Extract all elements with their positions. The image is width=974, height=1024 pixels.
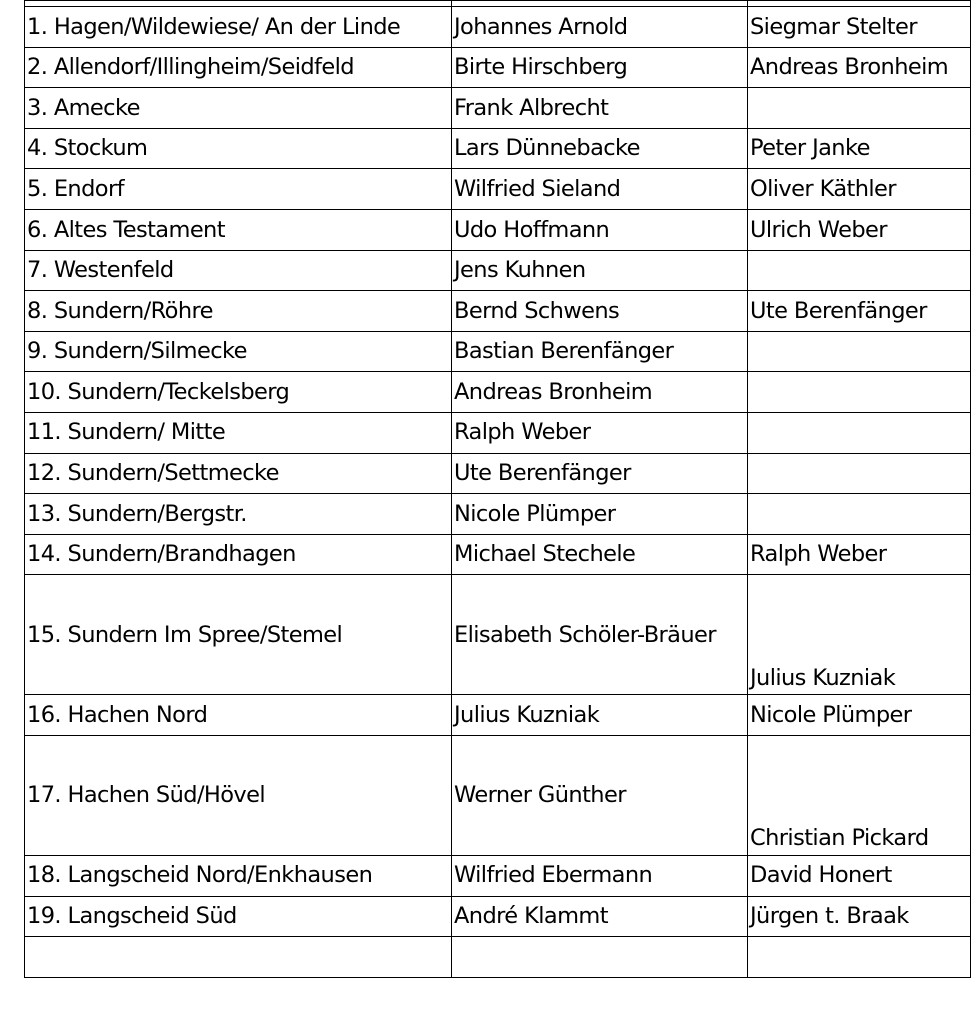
table-row [25, 7, 971, 48]
empty-cell [25, 937, 452, 978]
district-cell: 14. Sundern/Brandhagen [25, 534, 452, 575]
table-row [25, 896, 971, 937]
empty-cell [748, 937, 971, 978]
district-cell: 10. Sundern/Teckelsberg [25, 372, 452, 413]
district-cell: 2. Allendorf/Illingheim/Seidfeld [25, 47, 452, 88]
contact-cell: Frank Albrecht [452, 88, 748, 129]
contact-cell: Bernd Schwens [452, 291, 748, 332]
district-cell: 12. Sundern/Settmecke [25, 453, 452, 494]
contact-cell: Johannes Arnold [452, 7, 748, 48]
district-cell: 19. Langscheid Süd [25, 896, 452, 937]
district-cell: 6. Altes Testament [25, 209, 452, 250]
district-cell: 11. Sundern/ Mitte [25, 412, 452, 453]
district-cell: 17. Hachen Süd/Hövel [25, 735, 452, 855]
contact-cell: Michael Stechele [452, 534, 748, 575]
table-row [25, 250, 971, 291]
district-cell: 4. Stockum [25, 128, 452, 169]
district-cell: 13. Sundern/Bergstr. [25, 494, 452, 535]
contact-cell: Jens Kuhnen [452, 250, 748, 291]
contact-cell: Ralph Weber [452, 412, 748, 453]
deputy-cell [748, 331, 971, 372]
table-row [25, 169, 971, 210]
deputy-cell [748, 88, 971, 129]
table-row [25, 88, 971, 129]
table-row [25, 735, 971, 855]
table-row [25, 412, 971, 453]
contact-cell: Andreas Bronheim [452, 372, 748, 413]
table-row [25, 453, 971, 494]
deputy-cell: Siegmar Stelter [748, 7, 971, 48]
district-cell: 9. Sundern/Silmecke [25, 331, 452, 372]
deputy-cell: Christian Pickard [748, 735, 971, 855]
district-cell: 16. Hachen Nord [25, 695, 452, 736]
table-row [25, 128, 971, 169]
table-row [25, 331, 971, 372]
district-cell: 18. Langscheid Nord/Enkhausen [25, 855, 452, 896]
deputy-cell: Oliver Käthler [748, 169, 971, 210]
contact-cell: André Klammt [452, 896, 748, 937]
deputy-cell: Jürgen t. Braak [748, 896, 971, 937]
deputy-cell: Ute Berenfänger [748, 291, 971, 332]
contact-cell: Nicole Plümper [452, 494, 748, 535]
deputy-cell: Ulrich Weber [748, 209, 971, 250]
deputy-cell [748, 372, 971, 413]
deputy-cell: Peter Janke [748, 128, 971, 169]
district-contacts-table [24, 0, 971, 978]
district-cell: 1. Hagen/Wildewiese/ An der Linde [25, 7, 452, 48]
contact-cell: Udo Hoffmann [452, 209, 748, 250]
contact-cell: Julius Kuzniak [452, 695, 748, 736]
empty-table-row [25, 937, 971, 978]
contact-cell: Werner Günther [452, 735, 748, 855]
table-row [25, 575, 971, 695]
empty-cell [452, 937, 748, 978]
table-row [25, 855, 971, 896]
contact-cell: Bastian Berenfänger [452, 331, 748, 372]
deputy-cell [748, 494, 971, 535]
deputy-cell: Julius Kuzniak [748, 575, 971, 695]
contact-cell: Ute Berenfänger [452, 453, 748, 494]
deputy-cell: David Honert [748, 855, 971, 896]
district-cell: 3. Amecke [25, 88, 452, 129]
table-row [25, 47, 971, 88]
table-row [25, 209, 971, 250]
deputy-cell: Andreas Bronheim [748, 47, 971, 88]
table-row [25, 494, 971, 535]
table-row [25, 372, 971, 413]
table-row [25, 695, 971, 736]
deputy-cell [748, 453, 971, 494]
contact-cell: Birte Hirschberg [452, 47, 748, 88]
contact-cell: Lars Dünnebacke [452, 128, 748, 169]
table-row [25, 534, 971, 575]
deputy-cell [748, 250, 971, 291]
district-cell: 7. Westenfeld [25, 250, 452, 291]
deputy-cell: Nicole Plümper [748, 695, 971, 736]
district-cell: 8. Sundern/Röhre [25, 291, 452, 332]
table-row [25, 291, 971, 332]
deputy-cell: Ralph Weber [748, 534, 971, 575]
contact-cell: Wilfried Sieland [452, 169, 748, 210]
district-cell: 5. Endorf [25, 169, 452, 210]
deputy-cell [748, 412, 971, 453]
contact-cell: Elisabeth Schöler-Bräuer [452, 575, 748, 695]
contact-cell: Wilfried Ebermann [452, 855, 748, 896]
district-cell: 15. Sundern Im Spree/Stemel [25, 575, 452, 695]
